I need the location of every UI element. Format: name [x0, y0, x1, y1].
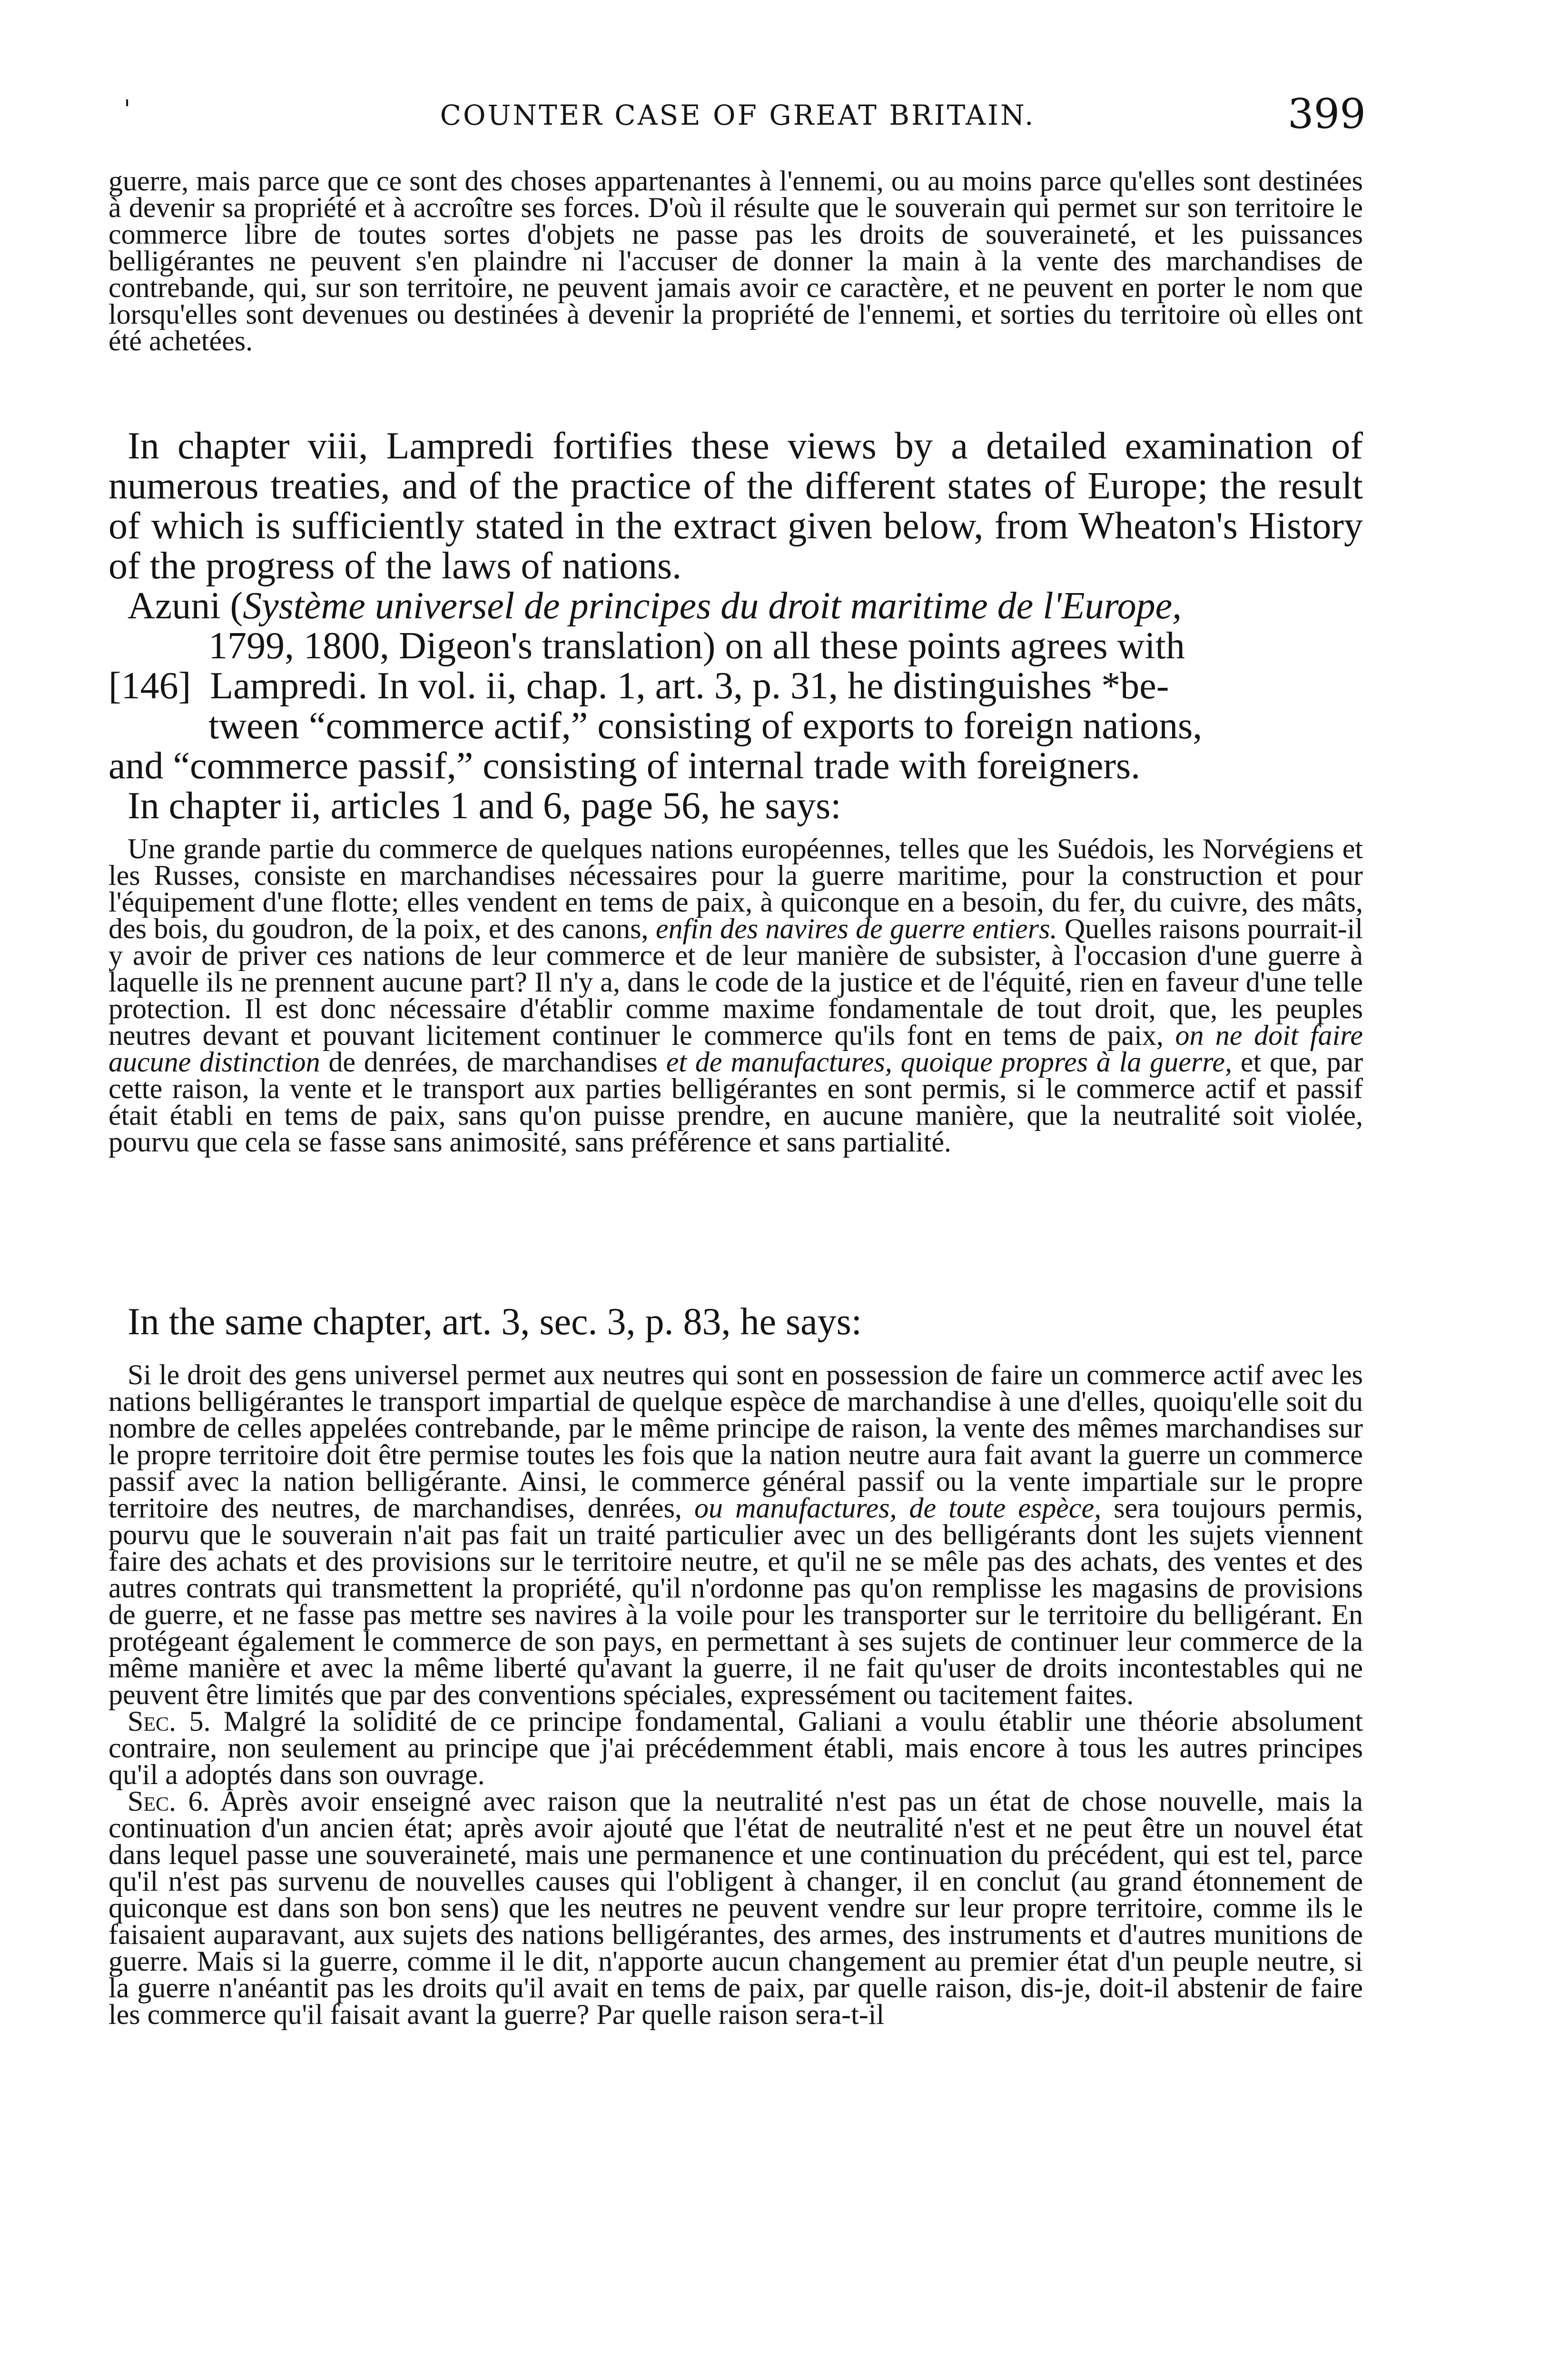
quote-text: Malgré la solidité de ce principe fondamental, Galiani a voulu établir une théorie absolument contraire, non seulement au principe que j'ai précédemment établi, mais encore à tous les autres principes qu'il a adoptés dans son ouvrage.	[109, 1706, 1363, 1790]
azuni-author: Azuni (	[128, 585, 243, 627]
section-label: Sec. 6.	[128, 1785, 210, 1817]
paragraph-chapter-ii: In chapter ii, articles 1 and 6, page 56, he says:	[128, 785, 841, 827]
quote-text: de denrées, de marchandises	[328, 1046, 658, 1078]
quote-text: et que, par cette raison, la vente et le transport aux parties belligérantes en sont permis, si le commerce actif et passif était établi en tems de paix, sans qu'on puisse prendre, en aucune manière, que la neutralité soit violée, pourvu que cela se fasse sans animosité, sans préférence et sans partialité.	[109, 1046, 1363, 1158]
quote-italic: ou manufactures, de toute espèce,	[694, 1492, 1102, 1524]
azuni-line-4: tween “commerce actif,” consisting of exports to foreign nations,	[208, 705, 1203, 747]
quote-text: Après avoir enseigné avec raison que la neutralité n'est pas un état de chose nouvelle, mais la continuation d'un ancien état; après avoir ajouté que l'état de neutralité n'est et ne peut être un nouvel état dans lequel passe une souveraineté, mais une permanence et une continuation du précédent, qui est tel, parce qu'il n'est pas survenu de nouvelles causes qui l'obligent à changer, il en conclut (au grand étonnement de quiconque est dans son bon sens) que les neutres ne peuvent vendre sur leur propre territoire, comme ils le faisaient auparavant, aux sujets des nations belligérantes, des armes, des instruments et d'autres munitions de guerre. Mais si la guerre, comme il le dit, n'apporte aucun changement au premier état d'un peuple neutre, si la guerre n'anéantit pas les droits qu'il avait en tems de paix, par quelle raison, dis-je, doit-il abstenir de faire les commerce qu'il faisait avant la guerre? Par quelle raison sera-t-il	[109, 1785, 1363, 2030]
quote-italic: enfin des navires de guerre entiers.	[655, 913, 1057, 944]
azuni-line-2: 1799, 1800, Digeon's translation) on all these points agrees with	[208, 625, 1185, 667]
quote-italic: on ne doit faire aucune distinction	[109, 1020, 1363, 1078]
quote-paragraph	[109, 833, 1363, 1158]
azuni-title: Système universel de principes du droit maritime de l'Europe,	[243, 585, 1182, 627]
azuni-line-3: Lampredi. In vol. ii, chap. 1, art. 3, p. 31, he distinguishes *be-	[210, 665, 1169, 707]
printer-mark: '	[124, 95, 131, 124]
quote-block-2	[109, 833, 1363, 1158]
paragraph-same-chapter: In the same chapter, art. 3, sec. 3, p. 83, he says:	[128, 1301, 862, 1343]
margin-reference: [146]	[109, 665, 191, 707]
paragraph-azuni-line5	[109, 746, 1363, 786]
paragraph-chapter-viii: In chapter viii, Lampredi fortifies these views by a detailed examination of numerous treaties, and of the practice of the different states of Europe; the result of which is sufficiently stated in the extract given below, from Wheaton's History of the progress of the laws of nations.	[109, 425, 1363, 587]
paragraph-azuni-line2	[109, 626, 1363, 666]
quote-text: Une grande partie du commerce de quelques nations européennes, telles que les Suédois, les Norvégiens et les Russes, consiste en marchandises nécessaires pour la guerre maritime, pour la construction et pour l'équipement d'une flotte; elles vendent en tems de paix, à quiconque en a besoin, du fer, du cuivre, des mâts, des bois, du goudron, de la poix, et des canons,	[109, 833, 1363, 944]
quote-text: Si le droit des gens universel permet aux neutres qui sont en possession de faire un commerce actif avec les nations belligérantes le transport impartial de quelque espèce de marchandise à une d'elles, quoiqu'elle soit du nombre de celles appelées contrebande, par le même principe de raison, la vente des mêmes marchandises sur le propre territoire doit être permise toutes les fois que la nation neutre aura fait avant la guerre un commerce passif avec la nation belligérante. Ainsi, le commerce général passif ou la vente impartiale sur le propre territoire des neutres, de marchandises, denrées,	[109, 1359, 1363, 1524]
paragraph-azuni-line4	[109, 706, 1363, 746]
main-text-block-2	[109, 1302, 1363, 1342]
quote-paragraph: guerre, mais parce que ce sont des choses appartenantes à l'ennemi, ou au moins parce qu'elles sont destinées à devenir sa propriété et à accroître ses forces. D'où il résulte que le souverain qui permet sur son territoire le commerce libre de toutes sortes d'objets ne passe pas les droits de souveraineté, et les puissances belligérantes ne peuvent s'en plaindre ni l'accuser de donner la main à la vente des marchandises de contrebande, qui, sur son territoire, ne peuvent jamais avoir ce caractère, et ne peuvent en porter le nom que lorsqu'elles sont devenues ou destinées à devenir la propriété de l'ennemi, et sorties du territoire où elles ont été achetées.	[109, 165, 1363, 357]
quote-block-3	[109, 1361, 1363, 2028]
quote-block-1	[109, 165, 1363, 357]
main-text-block	[109, 426, 1363, 826]
page-header	[109, 90, 1366, 143]
paragraph-azuni	[109, 586, 1363, 626]
section-label: Sec. 5.	[128, 1706, 211, 1737]
quote-italic: et de manufactures, quoique propres à la guerre,	[666, 1046, 1232, 1078]
quote-section-6	[109, 1785, 1363, 2030]
quote-section-5	[109, 1708, 1363, 1788]
page-number: 399	[1287, 90, 1366, 138]
running-title: COUNTER CASE OF GREAT BRITAIN.	[440, 99, 1036, 131]
quote-text: sera toujours permis, pourvu que le souverain n'ait pas fait un traité particulier avec un des belligérants dont les sujets viennent faire des achats et des provisions sur le territoire neutre, et qu'il ne se mêle pas des achats, des ventes et des autres contrats qui transmettent la propriété, qu'il n'ordonne pas qu'on remplisse les magasins de provisions de guerre, et ne fasse pas mettre ses navires à la voile pour les transporter sur le territoire du belligérant. En protégeant également le commerce de son pays, en permettant à ses sujets de continuer leur commerce de la même manière et avec la même liberté qu'avant la guerre, il ne fait qu'user de droits incontestables qui ne peuvent être limités que par des conventions spéciales, expressément ou tacitement faites.	[109, 1492, 1363, 1710]
azuni-line-5: and “commerce passif,” consisting of internal trade with foreigners.	[109, 745, 1141, 787]
quote-paragraph	[109, 1361, 1363, 1708]
paragraph-azuni-line3	[109, 666, 1363, 706]
quote-text: Quelles raisons pourrait-il y avoir de priver ces nations de leur commerce et de leur manière de subsister, à l'occasion d'une guerre à laquelle ils ne prennent aucune part? Il n'y a, dans le code de la justice et de l'équité, rien en faveur d'une telle protection. Il est donc nécessaire d'établir comme maxime fondamentale de tout droit, que, les peuples neutres devant et pouvant licitement continuer le commerce qu'ils font en tems de paix,	[109, 913, 1363, 1051]
